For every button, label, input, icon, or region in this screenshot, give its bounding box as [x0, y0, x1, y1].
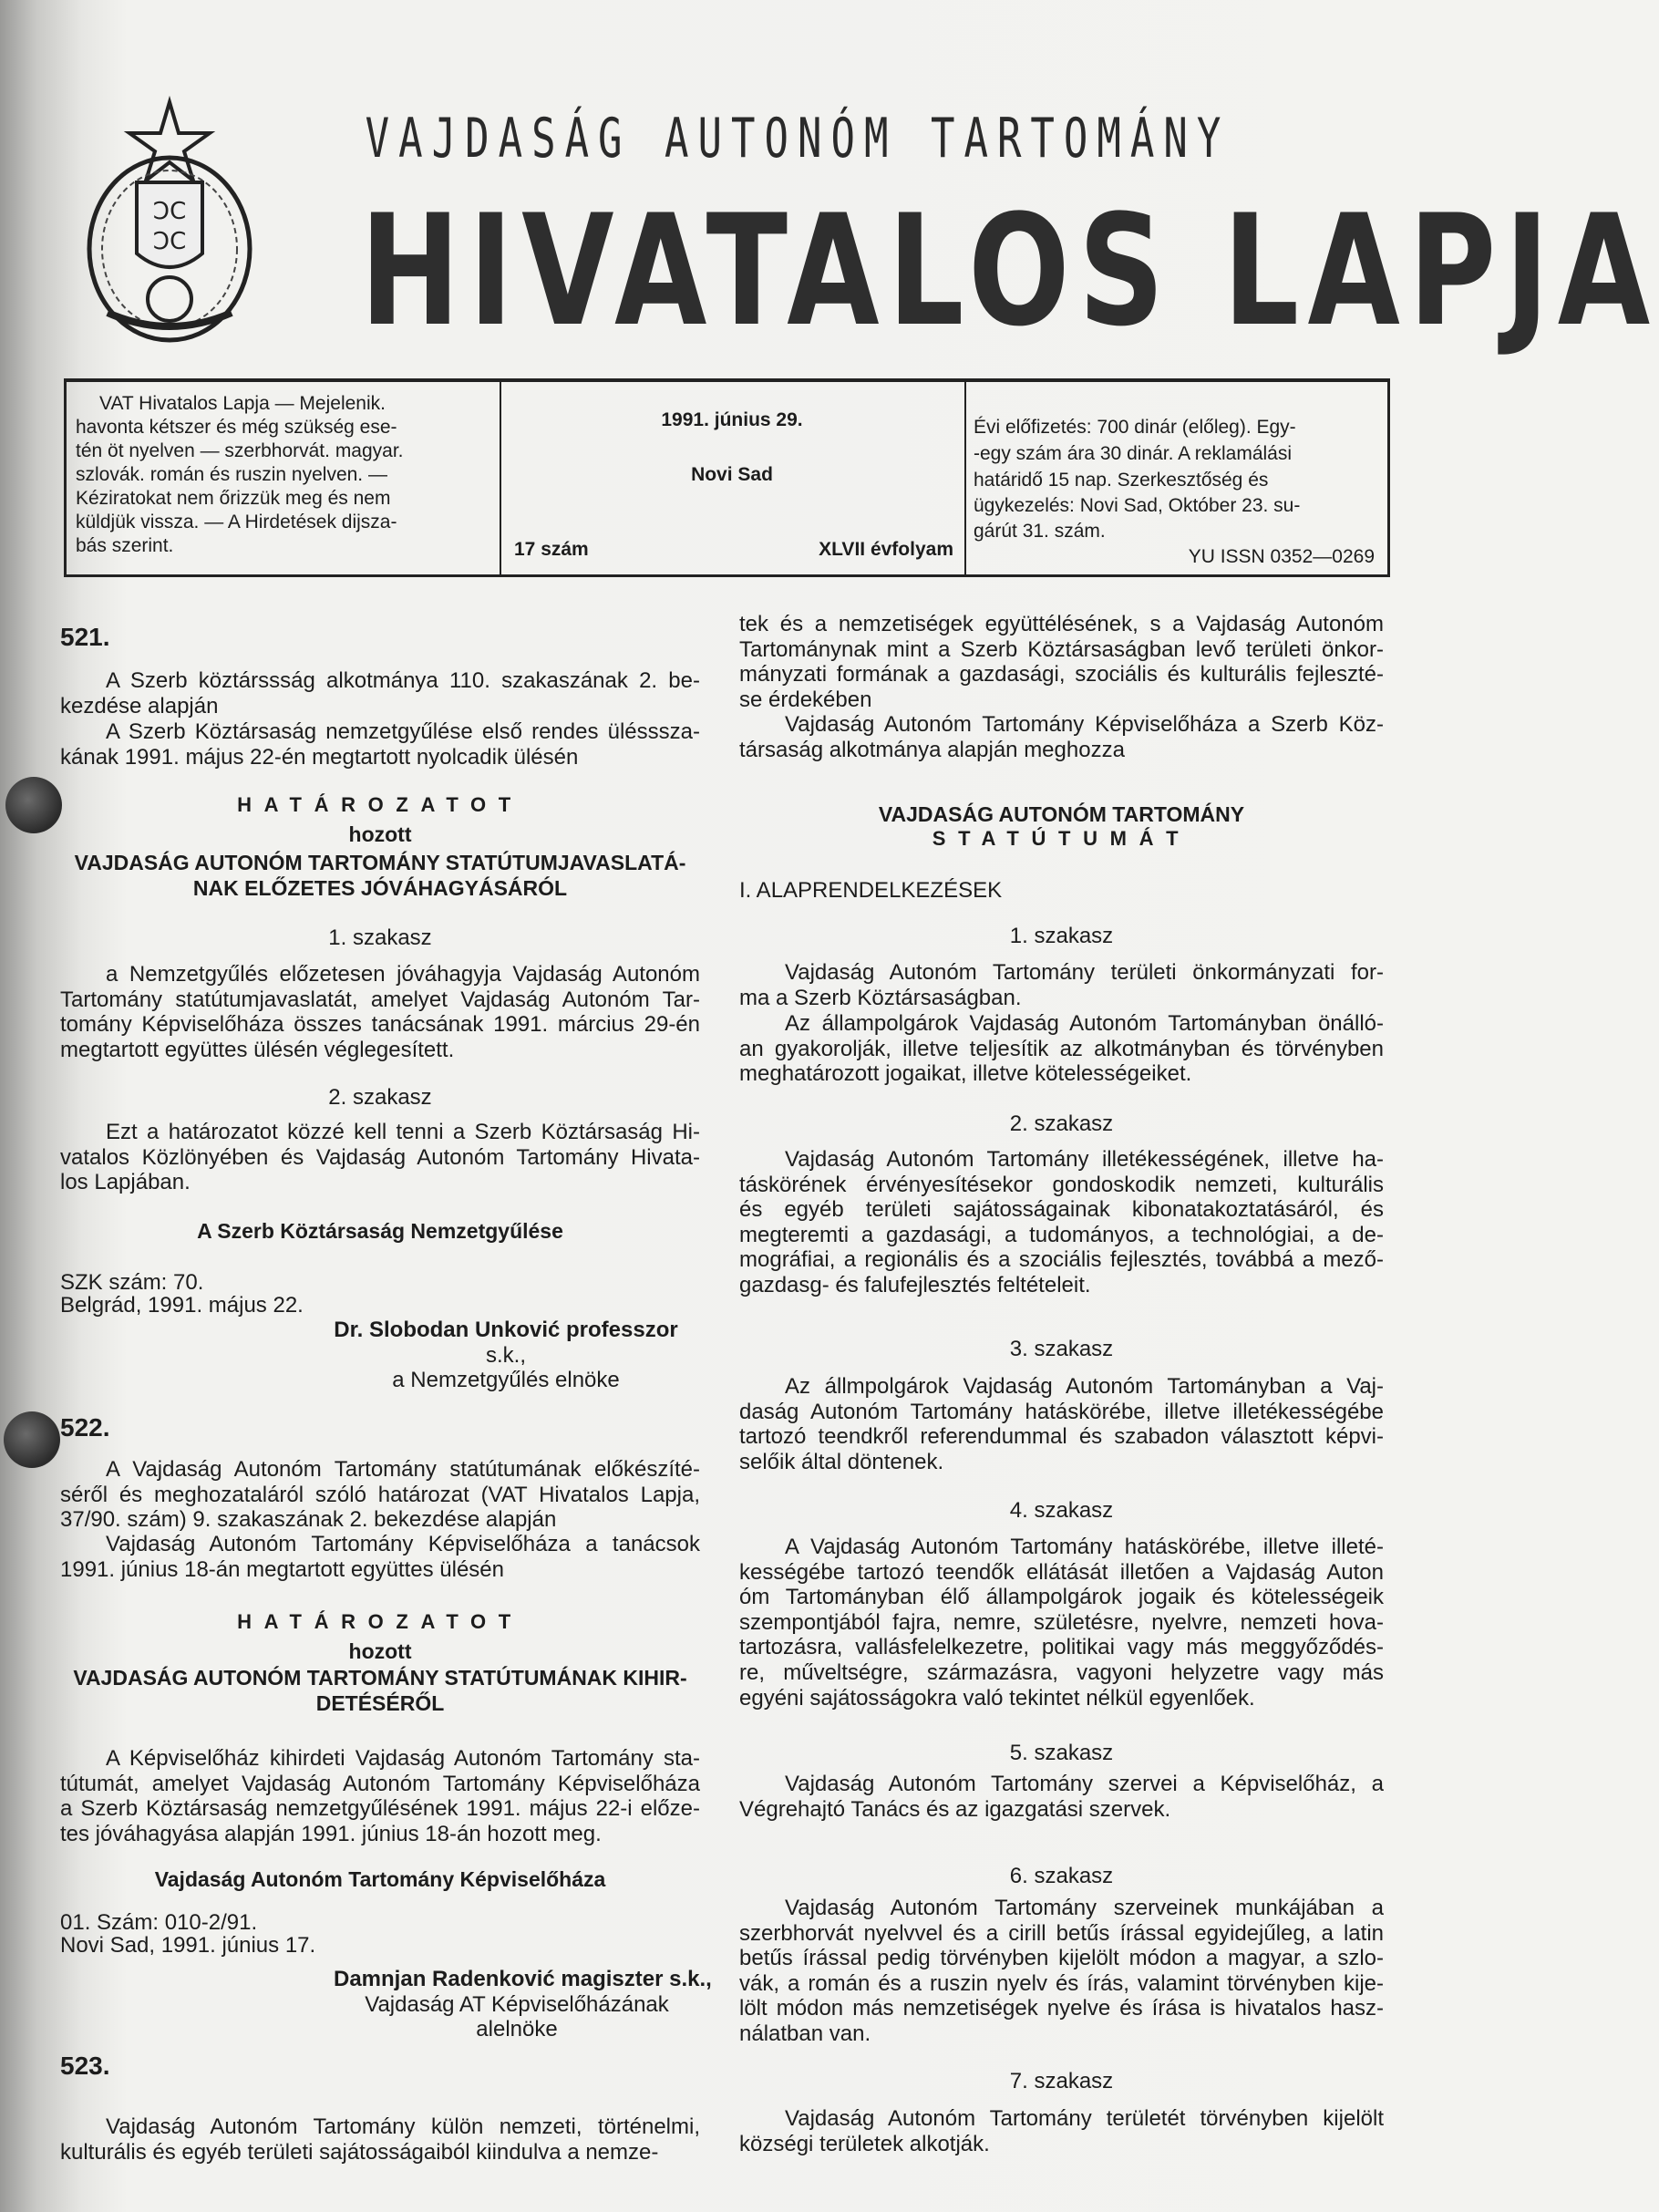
subscription-line: határidő 15 nap. Szerkesztőség és: [974, 470, 1269, 491]
text-line: 3. szakasz: [1009, 1337, 1114, 1361]
text-line: a Nemzetgyűlés előzetesen jóváhagyja Vajdaság Autonóm: [106, 962, 700, 987]
decision-heading: [60, 1609, 700, 1635]
text-line: egyéni sajátosságokra való tekintet nélkül egyenlőek.: [739, 1685, 1255, 1711]
text-line: los Lapjában.: [60, 1170, 191, 1195]
text-line: Az állampolgárok Vajdaság Autonóm Tartományban önálló-: [785, 1011, 1384, 1036]
paragraph: [739, 1535, 1384, 1711]
text-line: Tartomány statútumjavaslatát, amelyet Vajdaság Autonóm Tar-: [60, 987, 700, 1012]
section-heading: [60, 925, 700, 951]
svg-text:ϽС: ϽС: [152, 228, 187, 255]
issue-number: 17 szám: [514, 539, 589, 560]
issue-date: 1991. június 29.: [661, 409, 803, 430]
paragraph: [60, 2114, 700, 2165]
paragraph: [739, 1374, 1384, 1474]
text-line: hozott: [348, 822, 412, 846]
reference-lines: [60, 1271, 700, 1317]
text-line: betűs írással pedig törvényben kijelölt módon a magyar, a szlo-: [739, 1946, 1384, 1971]
bold-heading: [60, 822, 700, 848]
text-line: ma a Szerb Köztársaságban.: [739, 985, 1022, 1010]
section-heading: [739, 2069, 1384, 2094]
text-line: Vajdaság Autonóm Tartomány szervei a Képviselőház, a: [785, 1772, 1384, 1796]
text-line: SZK szám: 70.: [60, 1270, 204, 1295]
paragraph: [60, 1120, 700, 1195]
text-line: NAK ELŐZETES JÓVÁHAGYÁSÁRÓL: [192, 875, 568, 900]
text-line: Tartománynak mint a Szerb Köztársaságban levő területi önkor-: [739, 636, 1384, 662]
text-line: 7. szakasz: [1009, 2069, 1114, 2093]
text-line: Novi Sad, 1991. június 17.: [60, 1933, 316, 1958]
section-heading: [739, 1864, 1384, 1889]
text-line: táskörének érvényesítésekor gondoskodik nemzeti, kulturális: [739, 1172, 1384, 1197]
text-line: óm Tartományban élő állampolgárok jogaik és kötelességeik: [739, 1585, 1384, 1610]
issue-volume: XLVII évfolyam: [819, 539, 953, 560]
bold-heading: [739, 802, 1384, 828]
text-line: vák, a román és a ruszin nyelv és írás, valamint törvényben kije-: [739, 1970, 1384, 1996]
text-line: Vajdaság Autonóm Tartomány Képviselőháza a tanácsok: [106, 1532, 700, 1556]
bold-heading: [60, 1219, 700, 1245]
text-line: VAJDASÁG AUTONÓM TARTOMÁNY STATÚTUMÁNAK KIHIR-: [73, 1666, 687, 1690]
text-line: hozott: [348, 1639, 412, 1663]
paragraph: [739, 2106, 1384, 2156]
section-heading: [60, 1085, 700, 1111]
text-line: STATÚTUMÁT: [932, 827, 1191, 850]
right-column: [739, 0, 1384, 2212]
text-line: Vajdaság Autonóm Tartomány területi önkormányzati for-: [785, 960, 1384, 985]
notice-line: küldjük vissza. — A Hirdetések dijsza-: [76, 512, 397, 532]
notice-line: Kéziratokat nem őrizzük meg és nem: [76, 488, 391, 509]
text-line: daság Autonóm Tartomány hatáskörébe, illetve illetékességébe: [739, 1399, 1384, 1424]
text-line: A Vajdaság Autonóm Tartomány statútumának előkészíté-: [106, 1457, 700, 1482]
text-line: 4. szakasz: [1009, 1498, 1114, 1523]
text-line: 6. szakasz: [1009, 1864, 1114, 1888]
text-line: Dr. Slobodan Unković professzor: [334, 1318, 678, 1342]
text-line: Az állmpolgárok Vajdaság Autonóm Tartományban a Vaj-: [785, 1374, 1384, 1399]
text-line: 1. szakasz: [1009, 924, 1114, 948]
text-line: VAJDASÁG AUTONÓM TARTOMÁNY: [878, 802, 1245, 826]
item-number: [60, 1415, 700, 1441]
paragraph: [739, 712, 1384, 762]
item-number: [60, 625, 700, 650]
issn-number: YU ISSN 0352—0269: [1188, 546, 1375, 567]
text-line: tomány Képviselőháza összes tanácsának 1991. március 29-én: [60, 1012, 700, 1038]
text-line: szerbhorvát nyelvvel és a cirill betűs írással egyidejűleg, a latin: [739, 1920, 1384, 1946]
section-heading: [739, 1741, 1384, 1766]
text-line: tartozásra, vallásfelelkezetre, politikai vagy más meggyőződés-: [739, 1635, 1384, 1660]
text-line: HATÁROZATOT: [237, 1610, 523, 1633]
text-line: HATÁROZATOT: [237, 793, 523, 816]
text-line: a Nemzetgyűlés elnöke: [392, 1368, 620, 1393]
notice-line: havonta kétszer és még szükség ese-: [76, 417, 397, 438]
text-line: Vajdaság Autonóm Tartomány területét törvényben kijelölt: [785, 2106, 1384, 2131]
notice-line: VAT Hivatalos Lapja — Mejelenik.: [99, 393, 386, 414]
text-line: s.k.,: [485, 1342, 526, 1368]
text-line: vatalos Közlönyében és Vajdaság Autonóm Tartomány Hivata-: [60, 1144, 700, 1170]
text-line: Vajdaság Autonóm Tartomány Képviselőháza: [154, 1867, 606, 1891]
text-line: Vajdaság Autonóm Tartomány illetékességének, illetve ha-: [785, 1147, 1384, 1172]
paragraph: [60, 1532, 700, 1582]
text-line: kának 1991. május 22-én megtartott nyolcadik ülésén: [60, 744, 579, 770]
text-line: Végrehajtó Tanács és az igazgatási szervek.: [739, 1796, 1171, 1822]
signature-block: [334, 1967, 712, 2042]
text-line: Vajdaság Autonóm Tartomány külön nemzeti, történelmi,: [106, 2114, 700, 2139]
text-line: A Képviselőház kihirdeti Vajdaság Autonóm Tartomány sta-: [106, 1746, 700, 1771]
text-line: tútumát, amelyet Vajdaság Autonóm Tartomány Képviselőháza: [60, 1771, 700, 1796]
text-line: Ezt a határozatot közzé kell tenni a Szerb Köztársaság Hi-: [106, 1120, 700, 1144]
bold-heading: [60, 851, 700, 901]
text-line: szempontjából fajra, nemre, születésre, nyelvre, nemzeti hova-: [739, 1609, 1384, 1635]
text-line: megtartott együttes ülésén véglegesített.: [60, 1037, 455, 1062]
section-heading: [739, 1111, 1384, 1137]
signature-block: [328, 1318, 684, 1393]
bold-heading: [60, 1666, 700, 1716]
text-line: 5. szakasz: [1009, 1741, 1114, 1765]
text-line: 521.: [60, 623, 110, 651]
text-line: kezdése alapján: [60, 693, 219, 718]
decision-heading: [739, 826, 1384, 852]
subscription-line: -egy szám ára 30 dinár. A reklamálási: [974, 443, 1293, 464]
reference-lines: [60, 1911, 700, 1957]
section-heading: [739, 924, 1384, 949]
subscription-line: Évi előfizetés: 700 dinár (előleg). Egy-: [974, 417, 1296, 438]
text-line: Vajdaság AT Képviselőházának: [365, 1991, 669, 2017]
paragraph: [739, 1147, 1384, 1298]
subscription-line: gárút 31. szám.: [974, 521, 1106, 542]
item-number: [60, 2053, 700, 2079]
decision-heading: [60, 792, 700, 818]
paragraph: [739, 960, 1384, 1010]
text-line: A Szerb Köztársaság nemzetgyűlése első rendes ülésssza-: [106, 719, 700, 744]
text-line: A Vajdaság Autonóm Tartomány hatáskörébe, illetve illeté-: [785, 1535, 1384, 1559]
text-line: lölt módon más nemzetiségek nyelve és írása is hivatalos hasz-: [739, 1996, 1384, 2021]
text-line: mányzati formának a gazdasági, szociális és kulturális fejleszté-: [739, 662, 1384, 687]
paragraph: [739, 1896, 1384, 2047]
text-line: 01. Szám: 010-2/91.: [60, 1910, 258, 1935]
paragraph: [60, 1457, 700, 1533]
left-column: [60, 0, 712, 2212]
paragraph: [60, 962, 700, 1062]
paragraph: [60, 1746, 700, 1846]
text-line: kességébe tartozó teendők ellátását illetően a Vajdaság Auton: [739, 1559, 1384, 1585]
text-line: tartozó teendkről referendummal és szabadon választott képvi-: [739, 1424, 1384, 1450]
paragraph: [739, 1011, 1384, 1087]
issue-place: Novi Sad: [691, 464, 773, 485]
text-line: 2. szakasz: [1009, 1111, 1114, 1136]
text-line: A Szerb Köztársaság Nemzetgyűlése: [197, 1219, 563, 1243]
text-line: társaság alkotmánya alapján meghozza: [739, 737, 1125, 762]
text-line: Damnjan Radenković magiszter s.k.,: [334, 1967, 712, 1991]
text-line: selőik által döntenek.: [739, 1449, 944, 1474]
paragraph: [739, 1772, 1384, 1822]
notice-line: szlovák. román és ruszin nyelven. —: [76, 464, 387, 485]
notice-line: tén öt nyelven — szerbhorvát. magyar.: [76, 440, 404, 461]
text-line: 1991. június 18-án megtartott együttes ülésén: [60, 1556, 504, 1582]
text-line: kulturális és egyéb területi sajátosságaiból kiindulva a nemze-: [60, 2139, 659, 2165]
text-line: VAJDASÁG AUTONÓM TARTOMÁNY STATÚTUMJAVASLATÁ-: [74, 851, 686, 874]
text-line: tes jóváhagyása alapján 1991. június 18-án hozott meg.: [60, 1821, 602, 1846]
text-line: a Szerb Köztársaság nemzetgyűlésének 1991. május 22-i előze-: [60, 1796, 700, 1822]
masthead-subtitle: VAJDASÁG AUTONÓM TARTOMÁNY: [365, 108, 1231, 171]
text-line: mográfiai, a regionális és a szociális fejlesztés, továbbá a mező-: [739, 1247, 1384, 1273]
notice-line: bás szerint.: [76, 535, 174, 556]
section-heading: [739, 1498, 1384, 1524]
text-line: DETÉSÉRŐL: [315, 1690, 445, 1715]
text-line: tek és a nemzetiségek együttélésének, s a Vajdaság Autonóm: [739, 612, 1384, 636]
text-line: és egyéb területi sajátosságainak kibonatakoztatásáról, és: [739, 1197, 1384, 1223]
punch-hole: [4, 1411, 60, 1468]
paragraph: [739, 612, 1384, 712]
text-line: megteremti a gazdasági, a tudományos, a technológiai, a de-: [739, 1222, 1384, 1247]
text-line: Vajdaság Autonóm Tartomány Képviselőháza a Szerb Köz-: [785, 712, 1384, 737]
reference-lines: [739, 879, 1384, 902]
paragraph: [60, 719, 700, 770]
text-line: 2. szakasz: [328, 1085, 432, 1110]
text-line: séről és meghozataláról szóló határozat (VAT Hivatalos Lapja,: [60, 1482, 700, 1507]
text-line: meghatározott jogaikat, illetve kötelességeiket.: [739, 1061, 1192, 1087]
text-line: re, műveltségre, származásra, vagyoni helyzetre vagy más: [739, 1659, 1384, 1685]
bold-heading: [60, 1867, 700, 1893]
text-line: an gyakorolják, illetve teljesítik az alkotmányban és törvényben: [739, 1036, 1384, 1061]
bold-heading: [60, 1639, 700, 1665]
text-line: alelnöke: [476, 2017, 558, 2042]
text-line: A Szerb köztárssság alkotmánya 110. szakaszának 2. be-: [106, 668, 700, 693]
text-line: 522.: [60, 1413, 110, 1442]
text-line: Belgrád, 1991. május 22.: [60, 1293, 304, 1318]
text-line: nálatban van.: [739, 2021, 871, 2046]
text-line: Vajdaság Autonóm Tartomány szerveinek munkájában a: [785, 1896, 1384, 1920]
section-heading: [739, 1337, 1384, 1362]
masthead-title-text: HIVATALOS LAPJA: [360, 181, 1659, 360]
subscription-line: ügykezelés: Novi Sad, Október 23. su-: [974, 495, 1301, 516]
svg-text:ϽС: ϽС: [152, 198, 187, 225]
paragraph: [60, 668, 700, 718]
text-line: se érdekében: [739, 687, 872, 712]
text-line: 37/90. szám) 9. szakaszának 2. bekezdése alapján: [60, 1507, 557, 1533]
text-line: 523.: [60, 2052, 110, 2080]
punch-hole: [5, 777, 62, 833]
text-line: községi területek alkotják.: [739, 2131, 990, 2156]
text-line: I. ALAPRENDELKEZÉSEK: [739, 878, 1003, 903]
text-line: gazdasg- és falufejlesztés feltételeit.: [739, 1272, 1091, 1297]
text-line: 1. szakasz: [328, 925, 432, 950]
